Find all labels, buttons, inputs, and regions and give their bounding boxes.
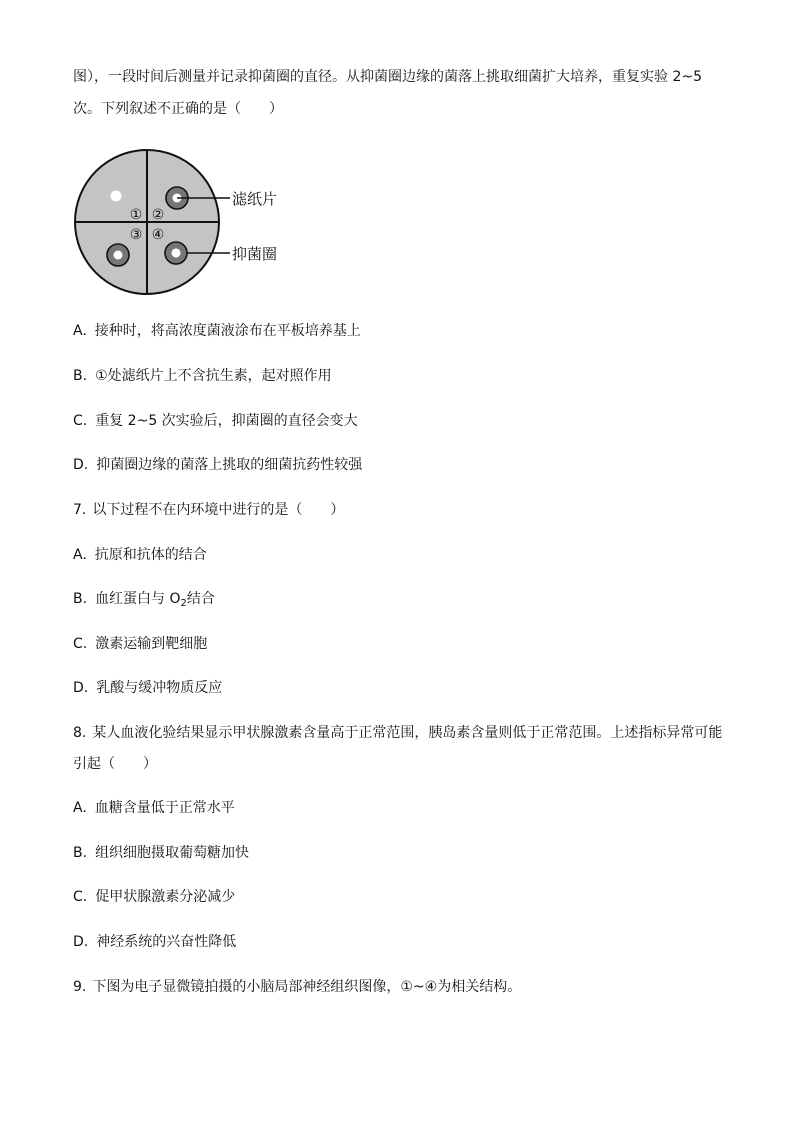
option-text: ①处滤纸片上不含抗生素，起对照作用 — [95, 368, 332, 384]
q6-stem-line-1: 图），一段时间后测量并记录抑菌圈的直径。从抑菌圈边缘的菌落上挑取细菌扩大培养，重复实验 2~5 — [73, 69, 702, 85]
q7-stem — [73, 500, 344, 520]
option-text: 抑菌圈边缘的菌落上挑取的细菌抗药性较强 — [96, 457, 363, 473]
option-text: 组织细胞摄取葡萄糖加快 — [95, 845, 250, 861]
option-text: 乳酸与缓冲物质反应 — [96, 680, 223, 696]
petri-dish — [75, 150, 219, 294]
question-number: 8. — [73, 725, 87, 741]
question-text: 以下过程不在内环境中进行的是（ ） — [92, 502, 345, 518]
q9-stem — [73, 977, 521, 997]
q8-option-c — [73, 887, 235, 907]
option-letter: A. — [73, 547, 87, 563]
question-number: 9. — [73, 979, 87, 995]
filter-paper-3 — [107, 244, 129, 266]
q8-option-a — [73, 798, 235, 818]
option-letter: C. — [73, 889, 88, 905]
option-letter: B. — [73, 368, 88, 384]
option-text-after: 结合 — [186, 591, 215, 607]
option-letter: B. — [73, 591, 88, 607]
q7-option-d — [73, 678, 222, 698]
question-text: 下图为电子显微镜拍摄的小脑局部神经组织图像，①~④为相关结构。 — [92, 979, 522, 995]
option-text: 激素运输到靶细胞 — [95, 636, 208, 652]
option-text: 神经系统的兴奋性降低 — [96, 934, 237, 950]
subscript-2: 2 — [180, 598, 187, 609]
q7-option-b — [73, 589, 215, 609]
inhibition-zone-label: 抑菌圈 — [232, 245, 278, 263]
option-text: 血糖含量低于正常水平 — [94, 800, 235, 816]
q8-stem-line-1 — [73, 723, 722, 743]
region-label-3: ③ — [129, 227, 143, 243]
region-label-4: ④ — [151, 227, 165, 243]
option-text: 促甲状腺激素分泌减少 — [95, 889, 236, 905]
region-label-1: ① — [129, 207, 143, 223]
option-letter: D. — [73, 934, 89, 950]
q6-option-d — [73, 455, 362, 475]
filter-paper-label: 滤纸片 — [232, 190, 278, 208]
petri-dish-figure — [70, 146, 290, 298]
option-letter: D. — [73, 457, 89, 473]
filter-paper-4 — [165, 242, 187, 264]
option-letter: C. — [73, 636, 88, 652]
option-text: 接种时，将高浓度菌液涂布在平板培养基上 — [94, 323, 361, 339]
q8-option-d — [73, 932, 236, 952]
q6-option-c — [73, 411, 358, 431]
q6-option-b — [73, 366, 332, 386]
option-letter: D. — [73, 680, 89, 696]
question-number: 7. — [73, 502, 87, 518]
option-letter: B. — [73, 845, 88, 861]
q8-option-b — [73, 843, 249, 863]
option-letter: A. — [73, 800, 87, 816]
q7-option-a — [73, 545, 207, 565]
option-letter: A. — [73, 323, 87, 339]
option-text-before: 血红蛋白与 O — [95, 591, 181, 607]
option-letter: C. — [73, 413, 88, 429]
filter-paper-1 — [111, 191, 122, 202]
q6-stem-line-2: 次。下列叙述不正确的是（ ） — [73, 101, 283, 117]
question-text: 某人血液化验结果显示甲状腺激素含量高于正常范围，胰岛素含量则低于正常范围。上述指标异常可能 — [92, 725, 723, 741]
q7-option-c — [73, 634, 207, 654]
option-text: 抗原和抗体的结合 — [94, 547, 207, 563]
option-text — [95, 589, 215, 609]
region-label-2: ② — [151, 207, 165, 223]
q6-option-a — [73, 321, 361, 341]
q8-stem-line-2: 引起（ ） — [73, 756, 157, 772]
option-text: 重复 2~5 次实验后，抑菌圈的直径会变大 — [95, 413, 358, 429]
